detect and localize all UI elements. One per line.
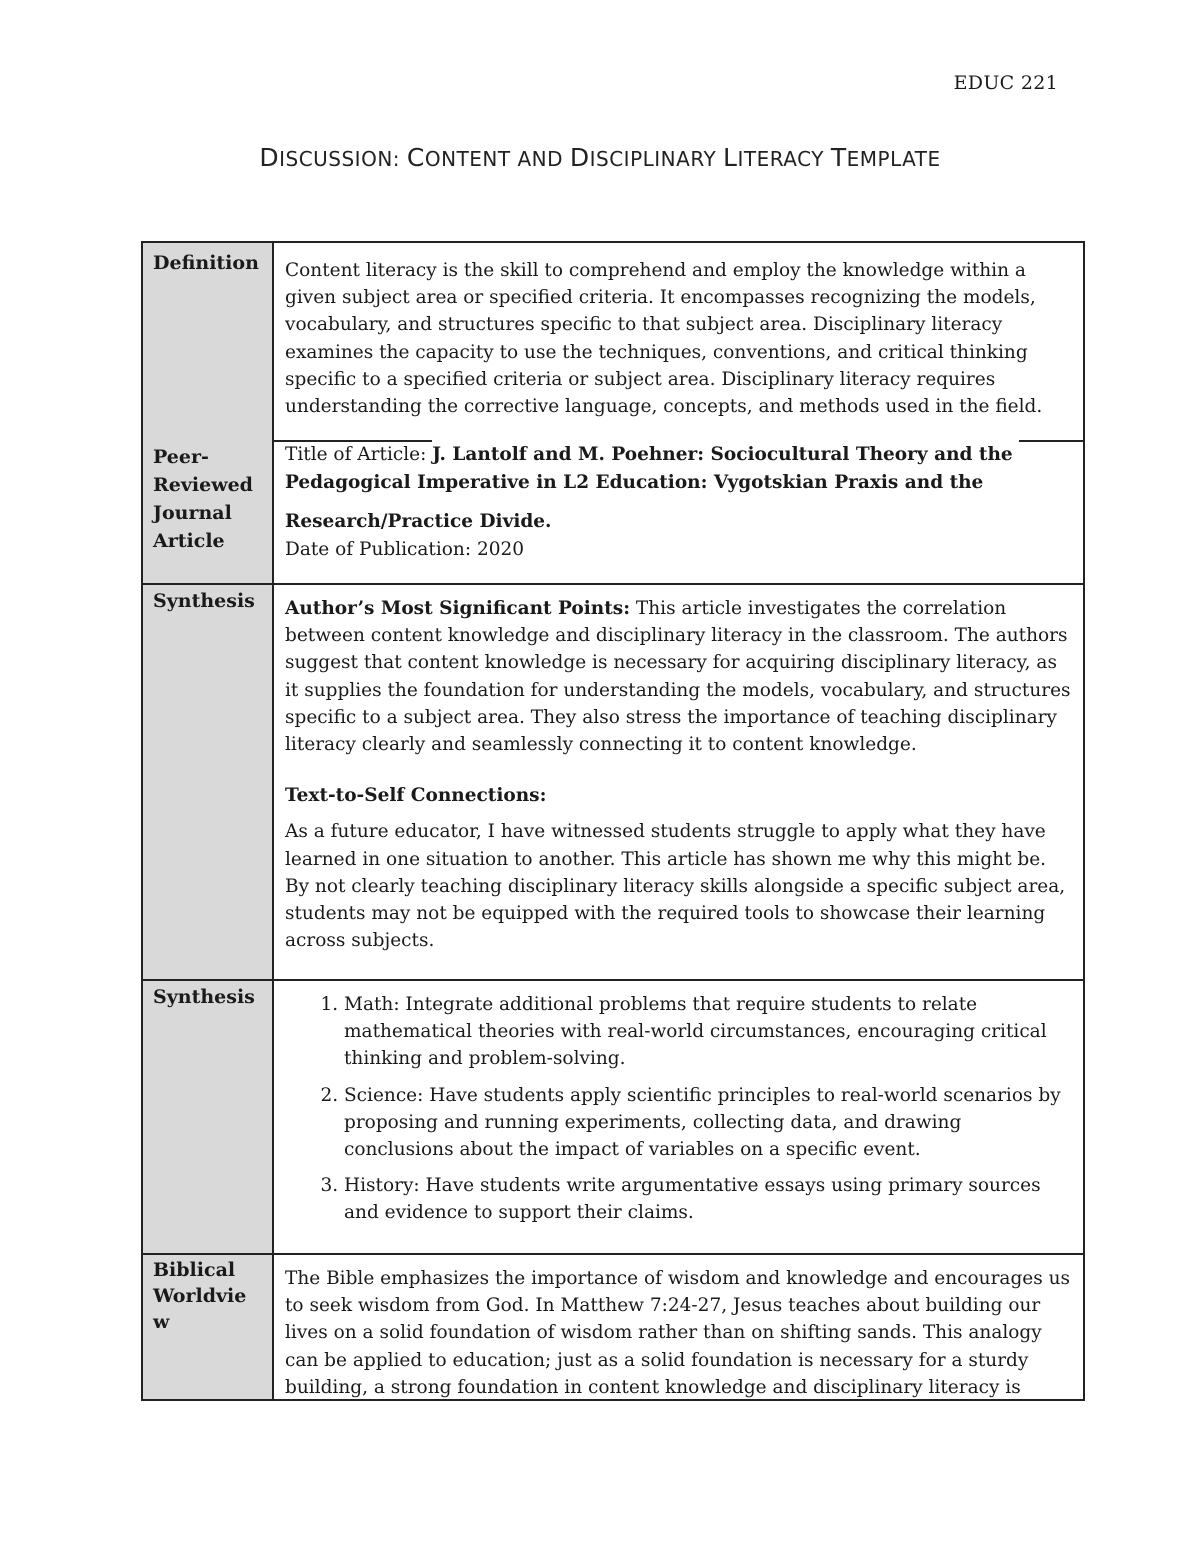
definition-row: [141, 241, 1085, 440]
article-title-line2: Pedagogical Imperative in L2 Education: Vygotskian Praxis and the: [285, 472, 984, 493]
worldview-text: The Bible emphasizes the importance of wisdom and knowledge and encourages us to seek wisdom from God. In Matthew 7:24-27, Jesus teaches about building our lives on a solid foundation of wisdom rather than on shifting sands. This analogy can be applied to education; just as a solid foundation is necessary for a sturdy building, a strong foundation in content knowledge and disciplinary literacy is: [285, 1268, 1071, 1398]
list-item: 1. Math: Integrate additional problems that require students to relate mathematical theories with real-world circumstances, encouraging critical thinking and problem-solving.: [344, 991, 1071, 1073]
article-label: Peer-Reviewed Journal Article: [143, 440, 274, 583]
author-points-heading: Author’s Most Significant Points:: [285, 598, 631, 619]
worldview-row: [141, 1253, 1085, 1401]
synthesis-label-2: Synthesis: [143, 981, 274, 1253]
author-points: [285, 595, 1071, 758]
synthesis-cell-2: [274, 981, 1083, 1253]
course-code: EDUC 221: [953, 72, 1058, 94]
synthesis-row-2: [141, 979, 1085, 1253]
article-cell: [274, 440, 1083, 583]
connections-heading: Text-to-Self Connections:: [285, 785, 547, 807]
definition-text: Content literacy is the skill to comprehend and employ the knowledge within a given subject area or specified criteria. It encompasses recognizing the models, vocabulary, and structures specific to that subject area. Disciplinary literacy examines the capacity to use the techniques, conventions, and critical thinking specific to a specified criteria or subject area. Disciplinary literacy requires understanding the corrective language, concepts, and methods used in the field.: [285, 260, 1043, 418]
document-title: DISCUSSION: CONTENT AND DISCIPLINARY LITERACY TEMPLATE: [259, 143, 941, 172]
article-title-line3: Research/Practice Divide.: [285, 511, 552, 532]
synthesis-label-1: Synthesis: [143, 585, 274, 979]
template-table: [141, 241, 1085, 1401]
article-title-line1: J. Lantolf and M. Poehner: Sociocultural Theory and the: [432, 444, 1013, 465]
synthesis-row-1: [141, 583, 1085, 979]
list-item: 3. History: Have students write argumentative essays using primary sources and evidence to support their claims.: [344, 1172, 1071, 1226]
article-date: Date of Publication: 2020: [285, 539, 525, 560]
worldview-label: Biblical Worldview: [143, 1255, 274, 1399]
article-title-prefix: Title of Article:: [285, 444, 433, 465]
definition-label: Definition: [143, 243, 274, 440]
author-points-text: This article investigates the correlation between content knowledge and disciplinary literacy in the classroom. The authors suggest that content knowledge is necessary for acquiring disciplinary literacy, as it supplies the foundation for understanding the models, vocabulary, and structures specific to a subject area. They also stress the importance of teaching disciplinary literacy clearly and seamlessly connecting it to content knowledge.: [285, 598, 1071, 756]
article-row: [141, 440, 1085, 583]
subject-strategies-list: [274, 991, 1071, 1227]
connections-text: As a future educator, I have witnessed students struggle to apply what they have learned in one situation to another. This article has shown me why this might be. By not clearly teaching disciplinary literacy skills alongside a specific subject area, students may not be equipped with the required tools to showcase their learning across subjects.: [285, 821, 1066, 952]
definition-cell: [274, 243, 1083, 440]
list-item: 2. Science: Have students apply scientific principles to real-world scenarios by proposing and running experiments, collecting data, and drawing conclusions about the impact of variables on a specific event.: [344, 1082, 1071, 1164]
worldview-cell: [274, 1255, 1083, 1399]
synthesis-cell-1: [274, 585, 1083, 979]
